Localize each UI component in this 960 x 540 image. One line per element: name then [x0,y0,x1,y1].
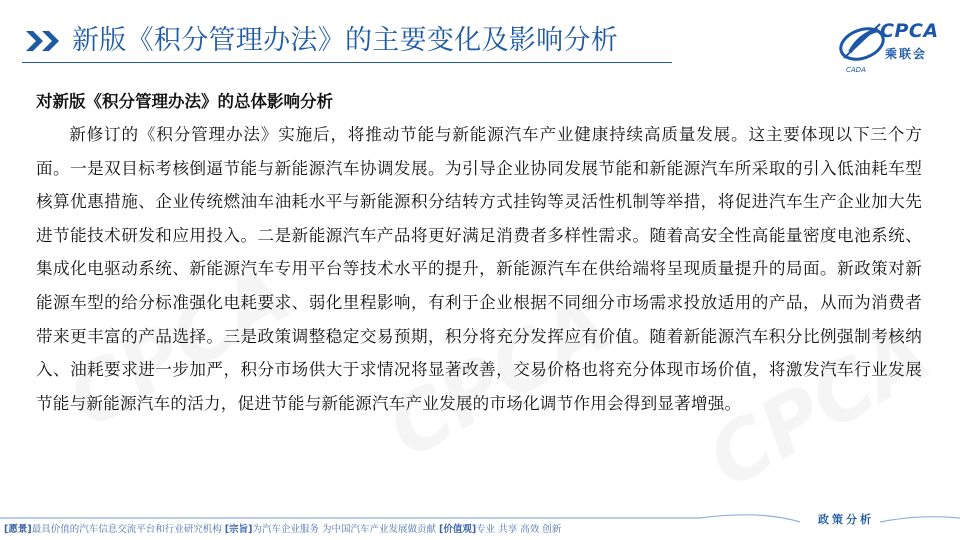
title-divider [22,62,672,63]
footer-values-text: 专业 共享 高效 创新 [476,524,562,535]
footer-purpose-label: [宗旨] [224,524,253,535]
footer-vision-label: [愿景] [4,524,32,535]
logo-subtext: 乘联会 [885,47,928,61]
section-heading: 对新版《积分管理办法》的总体影响分析 [36,92,333,111]
svg-text:CADA: CADA [846,66,866,74]
footer-mission [4,521,561,535]
footer-section-label: 政策分析 [818,513,874,526]
body-paragraph: 新修订的《积分管理办法》实施后，将推动节能与新能源汽车产业健康持续高质量发展。这主要体现以下三个方面。一是双目标考核倒逼节能与新能源汽车协调发展。为引导企业协同发展节能和新能源汽车所采取的引入低油耗车型核算优惠措施、企业传统燃油车油耗水平与新能源积分结转方式挂钩等灵活性机制等举措，将促进汽车生产企业加大先进节能技术研发和应用投入。二是新能源汽车产品将更好满足消费者多样性需求。随着高安全性高能量密度电池系统、集成化电驱动系统、新能源汽车专用平台等技术水平的提升，新能源汽车在供给端将呈现质量提升的局面。新政策对新能源车型的给分标准强化电耗要求、弱化里程影响，有利于企业根据不同细分市场需求投放适用的产品，从而为消费者带来更丰富的产品选择。三是政策调整稳定交易预期，积分将充分发挥应有价值。随着新能源汽车积分比例强制考核纳入、油耗要求进一步加严，积分市场供大于求情况将显著改善，交易价格也将充分体现市场价值，将激发汽车行业发展节能与新能源汽车的活力，促进节能与新能源汽车产业发展的市场化调节作用会得到显著增强。 [36,125,922,413]
footer-values-label: [价值观] [438,524,477,535]
logo-text: CPCA [880,20,939,42]
chevron-right-icon [26,29,62,53]
footer-vision-text: 最具价值的汽车信息交流平台和行业研究机构 [31,524,222,535]
footer-purpose-text: 为汽车企业服务 为中国汽车产业发展做贡献 [252,524,436,535]
page-title: 新版《积分管理办法》的主要变化及影响分析 [72,25,618,56]
